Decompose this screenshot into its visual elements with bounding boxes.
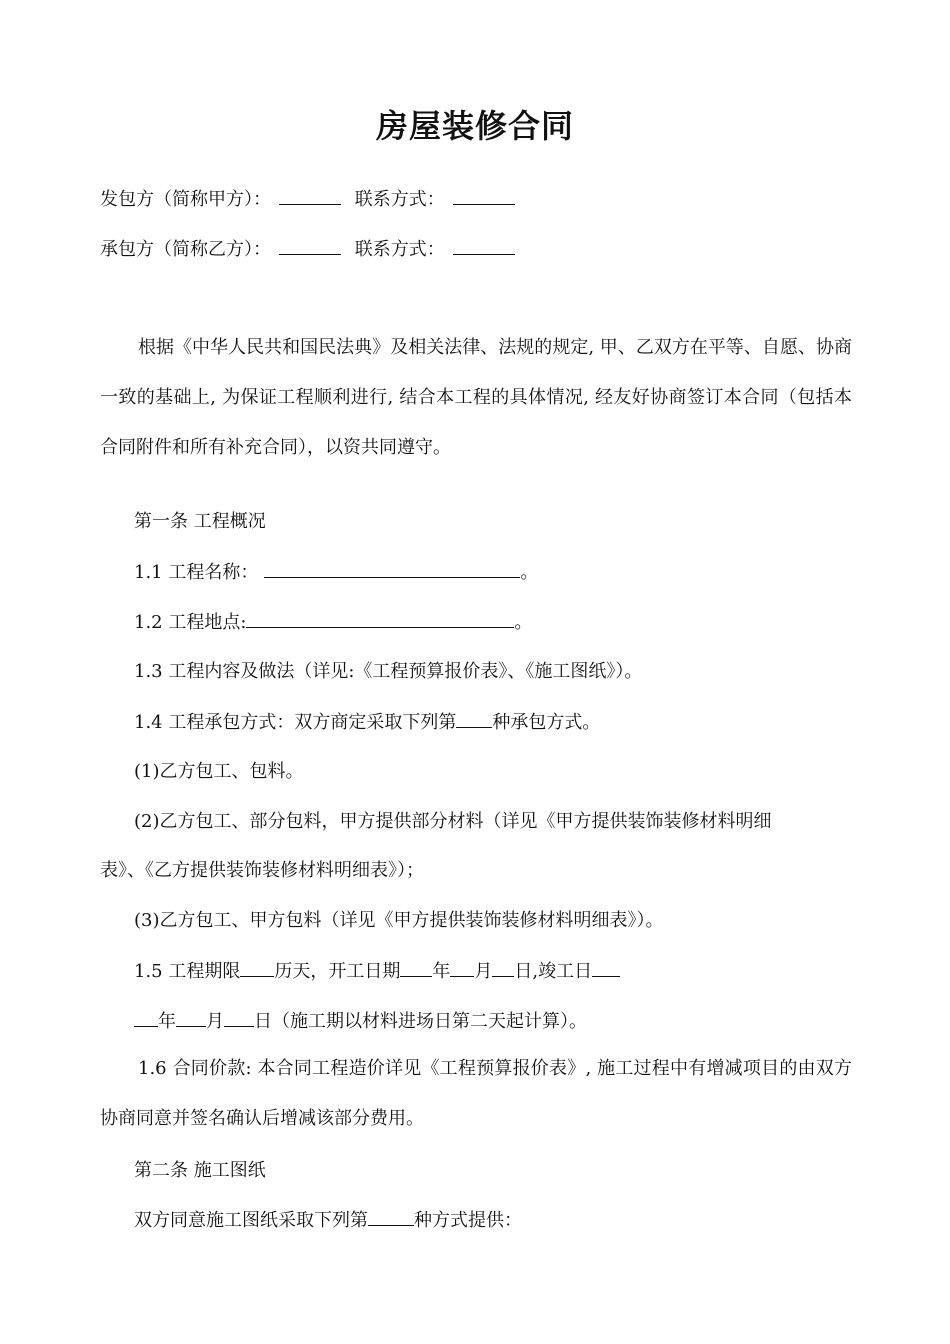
item-1-4-end: 种承包方式。 [492, 712, 601, 733]
start-month-unit: 月 [474, 961, 493, 982]
option-2-line-1: (2)乙方包工、部分包料，甲方提供部分材料（详见《甲方提供装饰装修材料明细 [134, 811, 772, 832]
item-1-5-line-1 [134, 958, 620, 985]
end-year-blank[interactable] [134, 1008, 158, 1027]
item-1-6-paragraph: 1.6 合同价款: 本合同工程造价详见《工程预算报价表》, 施工过程中有增减项目的由双方协商同意并签名确认后增减该部分费用。 [100, 1058, 852, 1129]
party-b-line [100, 236, 515, 263]
option-3: (3)乙方包工、甲方包料（详见《甲方提供装饰装修材料明细表》）。 [134, 910, 664, 931]
preamble-paragraph: 根据《中华人民共和国民法典》及相关法律、法规的规定, 甲、乙双方在平等、自愿、协商一致的基础上, 为保证工程顺利进行, 结合本工程的具体情况, 经友好协商签订本合同（包括本合同附件和所有补充合同），以资共同遵守。 [100, 337, 852, 458]
end-date-label: 日,竣工日 [514, 961, 593, 982]
article-2-text-end: 种方式提供： [414, 1210, 522, 1231]
start-year-blank[interactable] [400, 958, 432, 977]
party-a-name-blank[interactable] [279, 186, 341, 205]
document-title: 房屋装修合同 [375, 107, 574, 145]
article-1-heading: 第一条 工程概况 [134, 511, 266, 532]
start-year-unit: 年 [432, 961, 451, 982]
party-a-line [100, 186, 515, 213]
party-a-contact-blank[interactable] [453, 186, 515, 205]
party-b-label: 承包方（简称乙方）： [100, 239, 271, 260]
end-day-blank[interactable] [224, 1008, 254, 1027]
start-date-label: 历天，开工日期 [274, 961, 401, 982]
start-month-blank[interactable] [450, 958, 474, 977]
end-month-unit: 月 [206, 1011, 224, 1032]
end-year-unit: 年 [158, 1011, 176, 1032]
item-1-4 [134, 709, 600, 736]
item-1-5-label: 1.5 工程期限 [134, 961, 241, 982]
article-2-text [134, 1207, 522, 1234]
end-month-blank[interactable] [176, 1008, 206, 1027]
item-1-5-note: 日（施工期以材料进场日第二天起计算）。 [254, 1011, 587, 1032]
start-day-blank[interactable] [492, 958, 514, 977]
item-1-1-label: 1.1 工程名称： [134, 562, 259, 583]
party-b-contact-label: 联系方式： [354, 239, 445, 260]
item-1-1 [134, 559, 538, 586]
item-1-1-end: 。 [520, 562, 539, 583]
duration-days-blank[interactable] [240, 958, 274, 977]
party-b-contact-blank[interactable] [453, 236, 515, 255]
party-b-name-blank[interactable] [279, 236, 341, 255]
article-2-text-label: 双方同意施工图纸采取下列第 [134, 1210, 368, 1231]
item-1-2-label: 1.2 工程地点: [134, 612, 247, 633]
party-a-label: 发包方（简称甲方）： [100, 189, 271, 210]
project-location-blank[interactable] [246, 609, 514, 628]
project-name-blank[interactable] [264, 559, 520, 578]
party-a-contact-label: 联系方式： [354, 189, 445, 210]
option-2-line-2: 表》、《乙方提供装饰装修材料明细表》）； [100, 860, 424, 881]
article-2-heading: 第二条 施工图纸 [134, 1160, 266, 1181]
drawing-method-blank[interactable] [368, 1207, 414, 1226]
option-1: (1)乙方包工、包料。 [134, 761, 304, 782]
item-1-5-line-2 [134, 1008, 587, 1035]
end-blank-1[interactable] [592, 958, 620, 977]
item-1-3: 1.3 工程内容及做法（详见:《工程预算报价表》、《施工图纸》）。 [134, 661, 643, 682]
item-1-4-label: 1.4 工程承包方式：双方商定采取下列第 [134, 712, 457, 733]
contract-method-blank[interactable] [456, 709, 492, 728]
item-1-2-end: 。 [514, 612, 533, 633]
item-1-2 [134, 609, 532, 636]
